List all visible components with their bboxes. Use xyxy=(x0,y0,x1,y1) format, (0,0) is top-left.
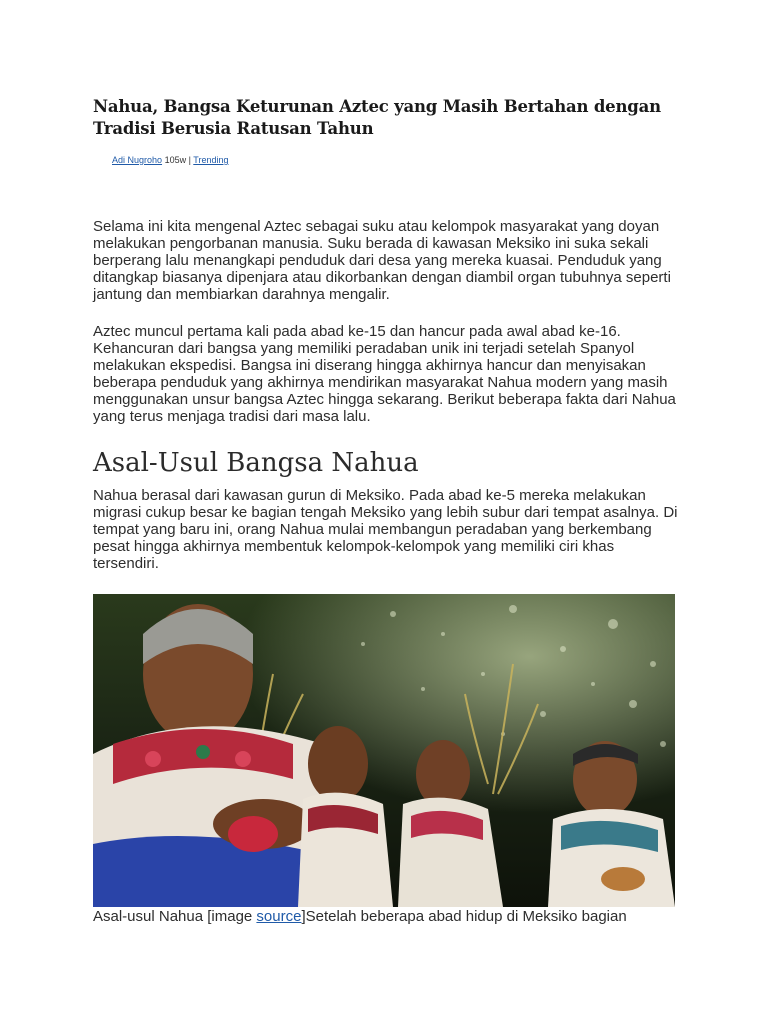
author-link[interactable]: Adi Nugroho xyxy=(112,155,163,165)
image-caption xyxy=(93,908,693,925)
image-source-link[interactable]: source xyxy=(256,908,302,925)
caption-text-before: Asal-usul Nahua [image xyxy=(93,908,257,925)
section-paragraph: Nahua berasal dari kawasan gurun di Meksiko. Pada abad ke-5 mereka melakukan migrasi cukup besar ke bagian tengah Meksiko yang lebih subur dari tempat asalnya. Di tempat yang baru ini, orang Nahua mulai membangun peradaban yang berkembang pesat hingga akhirnya membentuk kelompok-kelompok yang memiliki ciri khas tersendiri. xyxy=(93,487,678,572)
intro-paragraph: Selama ini kita mengenal Aztec sebagai suku atau kelompok masyarakat yang doyan melakukan pengorbanan manusia. Suku berada di kawasan Meksiko ini suka sekali berperang lalu menangkapi penduduk dari desa yang mereka kuasai. Penduduk yang ditangkap biasanya dipenjara atau dikorbankan dengan diambil organ tubuhnya seperti jantung dan membiarkan darahnya mengalir. xyxy=(93,218,671,303)
byline xyxy=(112,155,228,165)
article-title: Nahua, Bangsa Keturunan Aztec yang Masih Bertahan dengan Tradisi Berusia Ratusan Tahun xyxy=(93,97,661,138)
caption-text-after: ]Setelah beberapa abad hidup di Meksiko bagian xyxy=(301,908,627,925)
section-heading: Asal-Usul Bangsa Nahua xyxy=(93,448,419,478)
nahua-women-photo xyxy=(93,594,675,907)
byline-separator: | xyxy=(188,155,191,165)
post-age: 105w xyxy=(164,155,187,165)
category-link[interactable]: Trending xyxy=(193,155,229,165)
history-paragraph: Aztec muncul pertama kali pada abad ke-15 dan hancur pada awal abad ke-16. Kehancuran dari bangsa yang memiliki peradaban unik ini terjadi setelah Spanyol melakukan ekspedisi. Bangsa ini diserang hingga akhirnya hancur dan menyisakan beberapa penduduk yang akhirnya mendirikan masyarakat Nahua modern yang masih menggunakan unsur bangsa Aztec hingga sekarang. Berikut beberapa fakta dari Nahua yang terus menjaga tradisi dari masa lalu. xyxy=(93,323,676,425)
